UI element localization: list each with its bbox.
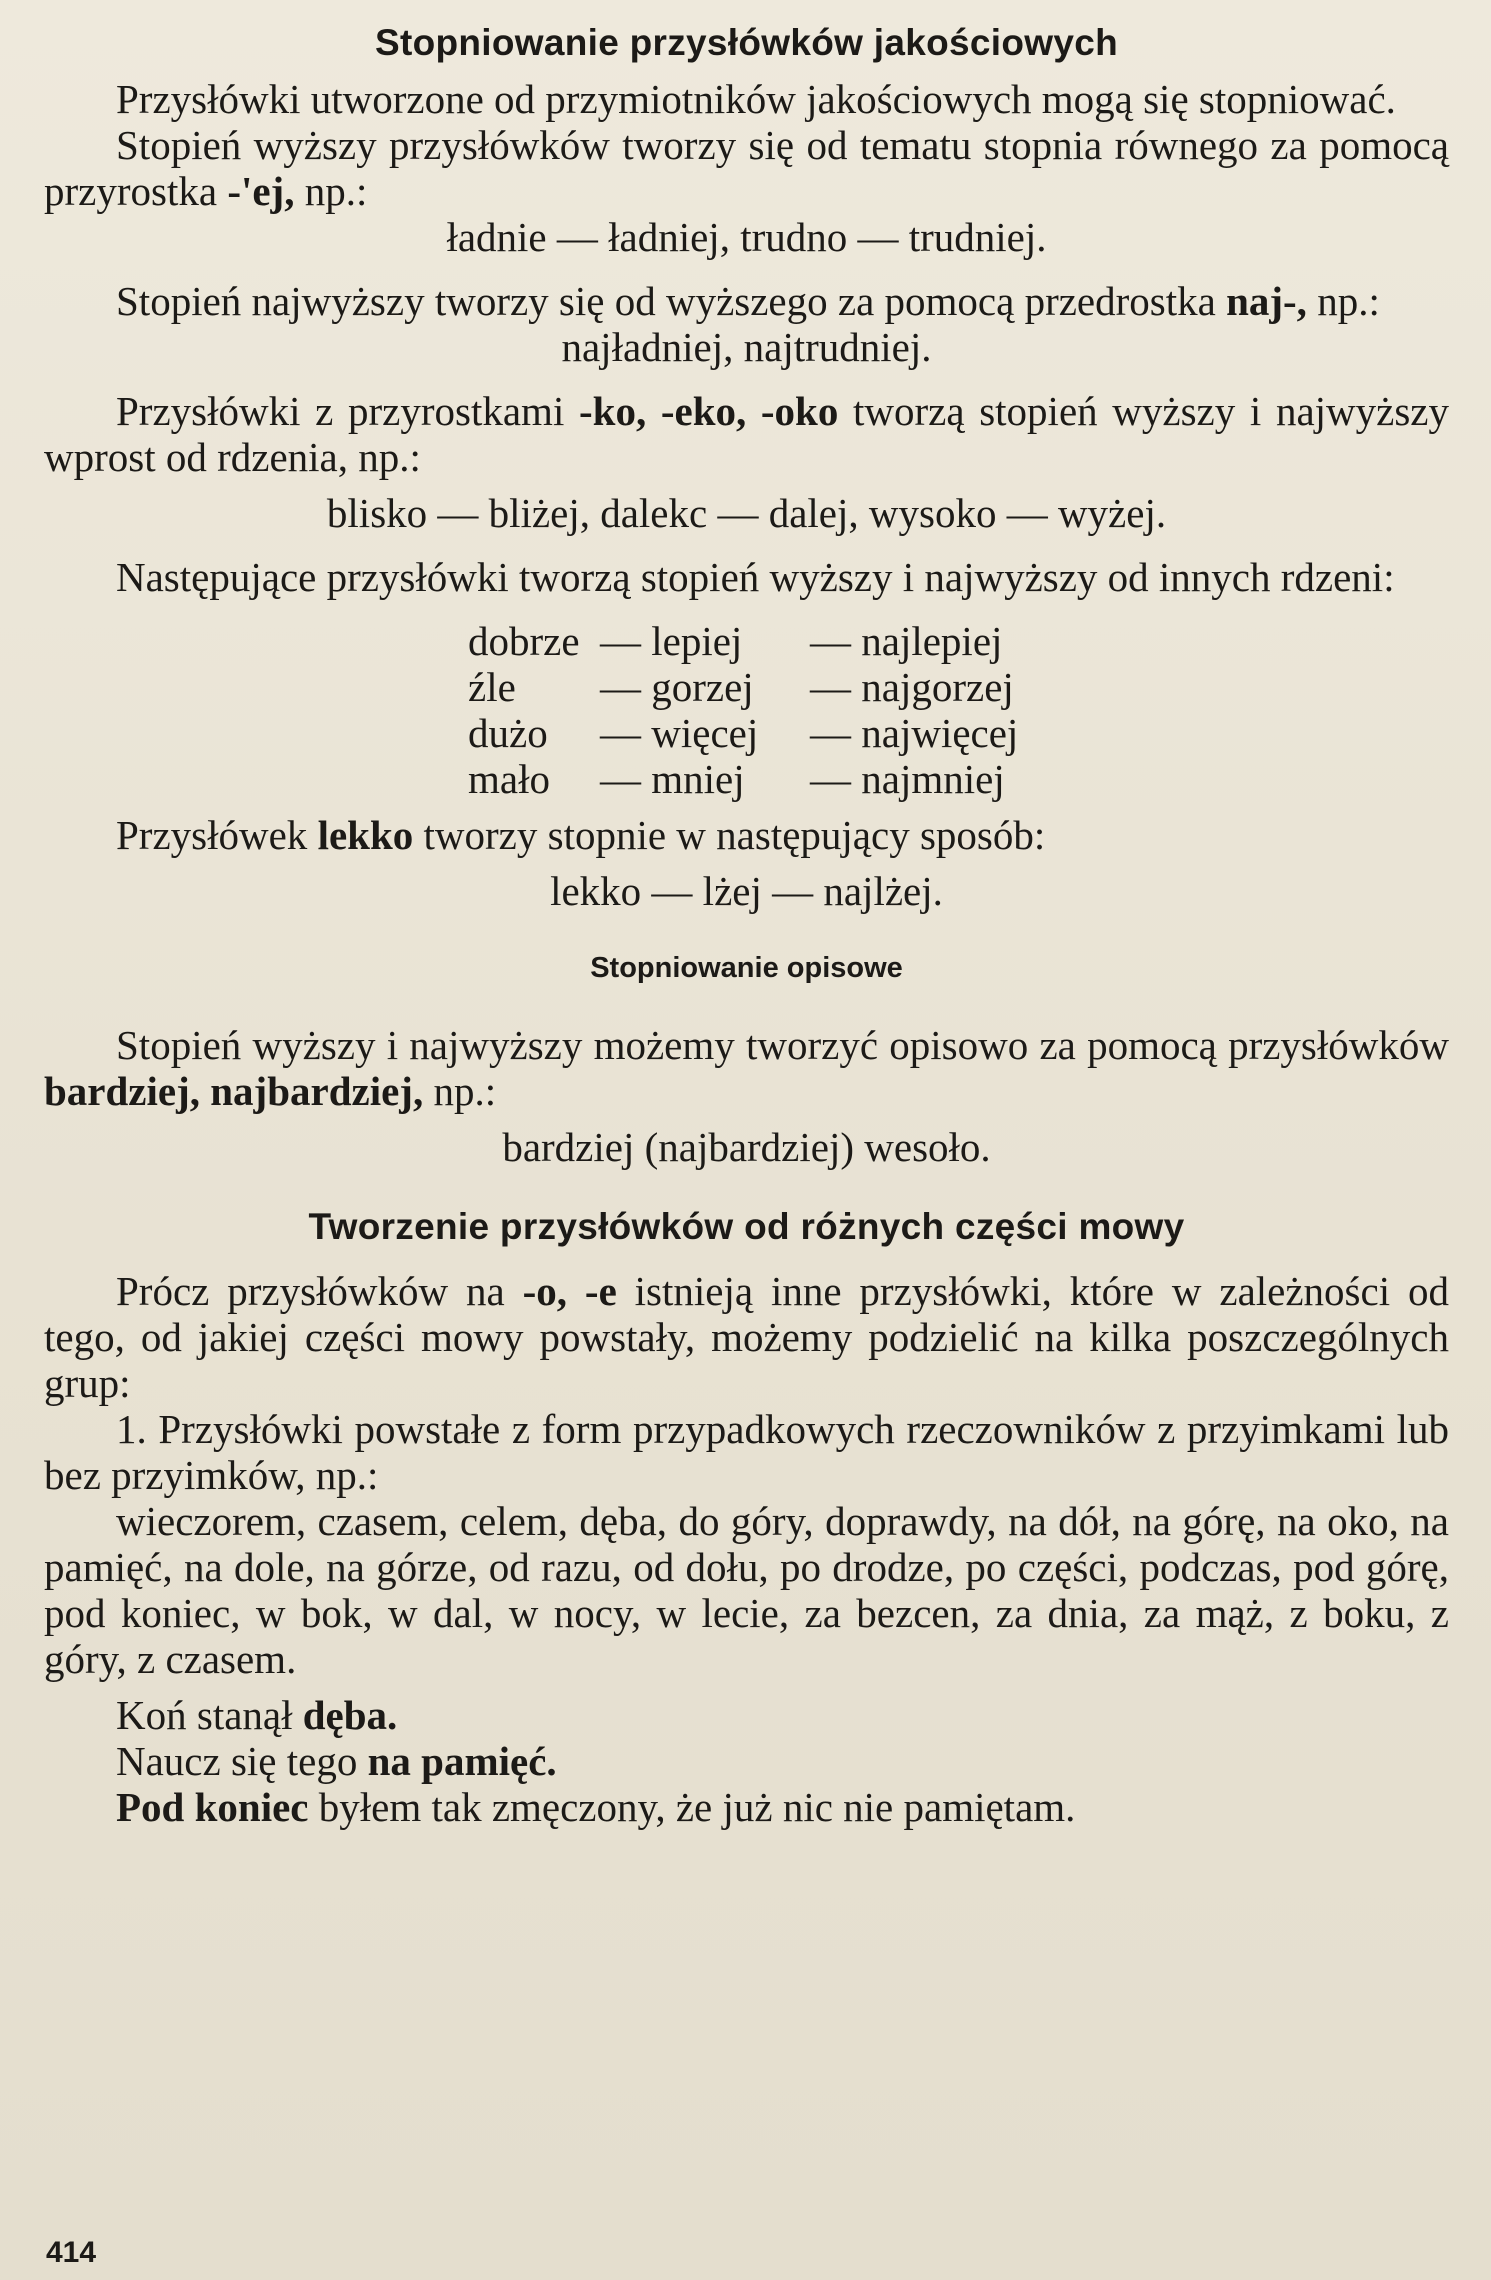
example-sentence: Naucz się tego na pamięć.: [116, 1738, 557, 1784]
example-line: bardziej (najbardziej) wesoło.: [502, 1124, 991, 1170]
adverb-list: wieczorem, czasem, celem, dęba, do góry, doprawdy, na dół, na górę, na oko, na pamięć, na dole, na górze, od razu, od dołu, po drodze, po części, podczas, pod górę, pod koniec, w bok, w dal, w nocy, w lecie, za bezcen, za dnia, za mąż, z boku, z góry, z czasem.: [44, 1498, 1449, 1682]
paragraph: Następujące przysłówki tworzą stopień wyższy i najwyższy od innych rdzeni:: [116, 554, 1395, 600]
section-heading: Tworzenie przysłówków od różnych części mowy: [308, 1206, 1185, 1247]
degree-row: mało — mniej — najmniej: [468, 756, 1005, 802]
paragraph: Stopień najwyższy tworzy się od wyższego za pomocą przedrostka naj-, np.:: [116, 278, 1380, 324]
paragraph: 1. Przysłówki powstałe z form przypadkowych rzeczowników z przyimkami lub bez przyimków, np.:: [44, 1406, 1449, 1498]
subsection-heading: Stopniowanie opisowe: [590, 952, 903, 984]
paragraph: Stopień wyższy przysłówków tworzy się od tematu stopnia równego za pomocą przyrostka -'ej, np.:: [44, 122, 1449, 214]
paragraph: Przysłówek lekko tworzy stopnie w następujący sposób:: [116, 812, 1046, 858]
example-sentence: Koń stanął dęba.: [116, 1692, 398, 1738]
degree-row: źle — gorzej — najgorzej: [468, 664, 1014, 710]
paragraph: Stopień wyższy i najwyższy możemy tworzyć opisowo za pomocą przysłówków bardziej, najbardziej, np.:: [44, 1022, 1449, 1114]
paragraph: Przysłówki utworzone od przymiotników jakościowych mogą się stopniować.: [116, 76, 1396, 122]
degree-row: dobrze — lepiej — najlepiej: [468, 618, 1003, 664]
example-line: ładnie — ładniej, trudno — trudniej.: [446, 214, 1047, 260]
paragraph: Prócz przysłówków na -o, -e istnieją inne przysłówki, które w zależności od tego, od jakiej części mowy powstały, możemy podzielić na kilka poszczególnych grup:: [44, 1268, 1449, 1406]
example-sentence: Pod koniec byłem tak zmęczony, że już nic nie pamiętam.: [116, 1784, 1076, 1830]
example-line: najładniej, najtrudniej.: [561, 324, 932, 370]
degree-row: dużo — więcej — najwięcej: [468, 710, 1019, 756]
example-line: blisko — bliżej, dalekc — dalej, wysoko — wyżej.: [326, 490, 1167, 536]
example-line: lekko — lżej — najlżej.: [550, 868, 943, 914]
page-number: 414: [46, 2236, 97, 2269]
degree-table: [468, 618, 1449, 802]
section-heading: Stopniowanie przysłówków jakościowych: [374, 22, 1119, 63]
paragraph: Przysłówki z przyrostkami -ko, -eko, -oko tworzą stopień wyższy i najwyższy wprost od rdzenia, np.:: [44, 388, 1449, 480]
